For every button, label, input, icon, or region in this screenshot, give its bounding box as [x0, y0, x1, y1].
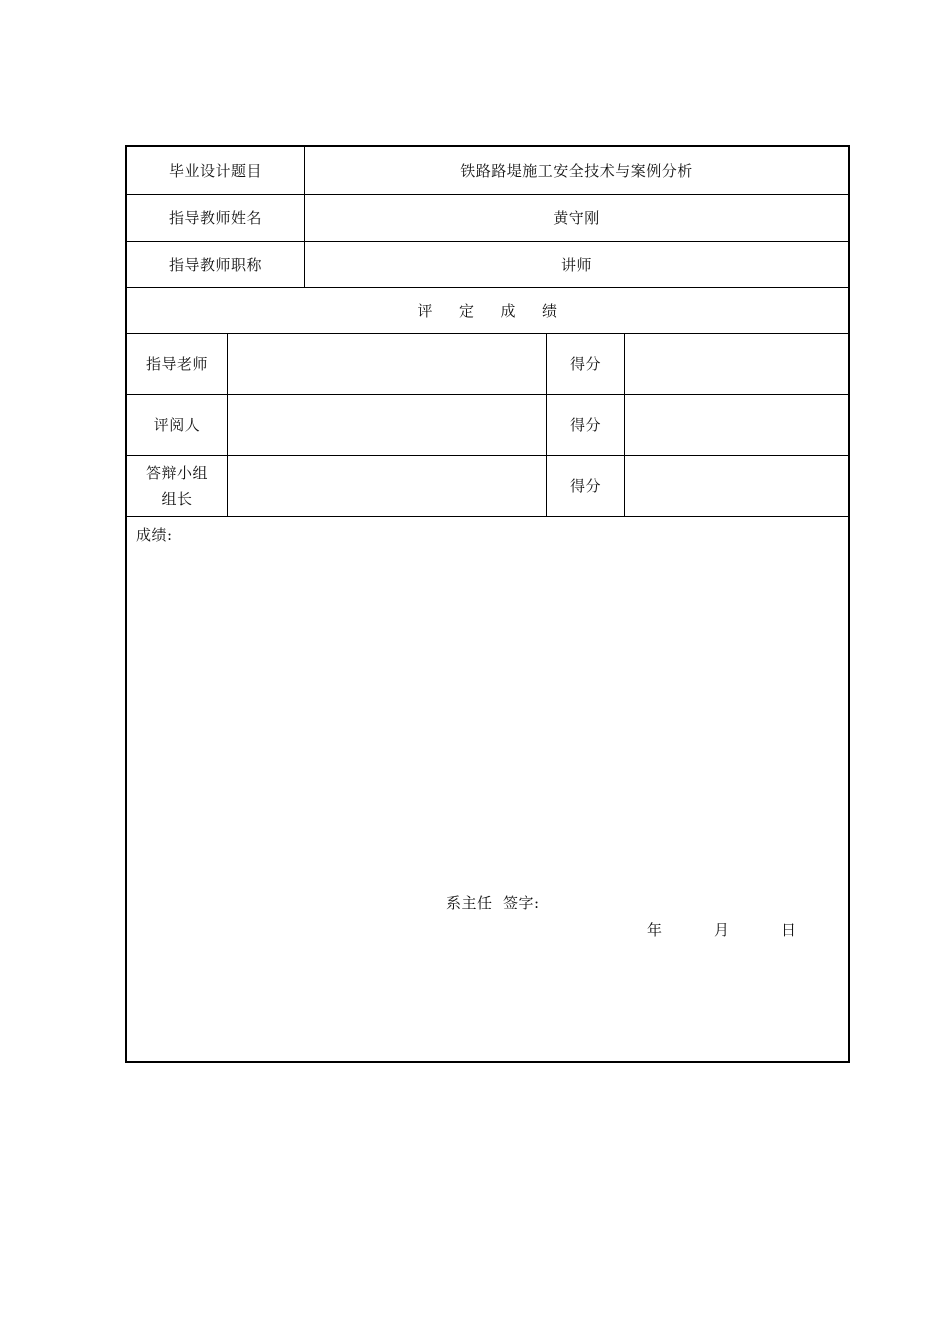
- heading-char-3: 成: [500, 301, 517, 320]
- advisor-rank-value: 讲师: [560, 255, 592, 274]
- reviewer-score-label: 得分: [569, 416, 601, 434]
- advisor-teacher-comment-field[interactable]: [228, 334, 546, 394]
- heading-char-2: 定: [458, 301, 475, 320]
- advisor-rank-label: 指导教师职称: [168, 255, 262, 274]
- thesis-title-value: 铁路路堤施工安全技术与案例分析: [460, 161, 693, 180]
- reviewer-label: 评阅人: [153, 416, 201, 434]
- reviewer-score-field[interactable]: [625, 395, 848, 455]
- heading-char-1: 评: [417, 301, 433, 320]
- heading-char-4: 绩: [542, 301, 558, 320]
- defense-leader-comment-field[interactable]: [228, 456, 546, 516]
- advisor-score-label: 得分: [569, 355, 601, 373]
- thesis-title-label: 毕业设计题目: [168, 161, 262, 180]
- reviewer-comment-field[interactable]: [228, 395, 546, 455]
- date-year: 年: [647, 921, 663, 939]
- date-month: 月: [714, 921, 730, 939]
- defense-leader-label-line1: 答辩小组: [145, 464, 208, 482]
- defense-score-field[interactable]: [625, 456, 848, 516]
- defense-score-label: 得分: [569, 477, 601, 495]
- date-day: 日: [781, 921, 797, 939]
- advisor-name-label: 指导教师姓名: [168, 209, 262, 227]
- defense-leader-label-line2: 组长: [161, 490, 193, 508]
- evaluation-form: [125, 145, 850, 1063]
- grade-label: 成绩:: [136, 526, 173, 544]
- advisor-teacher-label: 指导老师: [145, 355, 208, 373]
- rule-row7: [127, 516, 848, 517]
- advisor-score-field[interactable]: [625, 334, 848, 394]
- director-sign-label: 系主任 签字:: [446, 894, 540, 912]
- advisor-name-value: 黄守刚: [553, 209, 600, 227]
- defense-leader-label: [127, 456, 227, 516]
- evaluation-heading: [127, 288, 848, 333]
